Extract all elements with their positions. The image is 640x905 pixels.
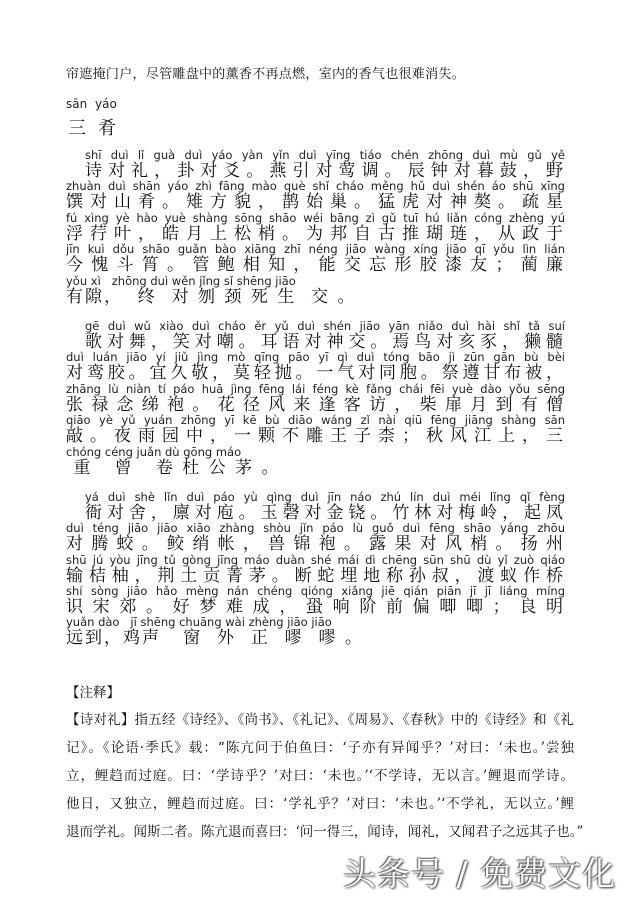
poem-body bbox=[66, 148, 565, 661]
verse-line bbox=[66, 350, 565, 384]
hanzi-line: 输桔柚，荆土贡菁茅。断蛇埋地称孙叔，渡蚁作桥 bbox=[66, 565, 565, 586]
annotations-heading: 【注释】 bbox=[66, 685, 120, 701]
pinyin-line: duì luán jiāo yí jiǔ jìng mò qīng pāo yī qì duì tóng bāo jì zūn gān bù bèi bbox=[66, 350, 565, 365]
section-title: 三肴 bbox=[68, 118, 128, 139]
stanza bbox=[66, 490, 565, 647]
verse-line bbox=[66, 382, 565, 413]
watermark: 头条号 / 免费文化 bbox=[343, 854, 617, 893]
hanzi-line: 浮荇叶，皓月上松梢。为邦自古推瑚琏，从政于 bbox=[66, 223, 565, 244]
verse-line bbox=[66, 211, 565, 242]
stanza bbox=[66, 148, 565, 305]
hanzi-line: 对鸾胶。宜久敬，莫轻抛。一气对同胞。祭遵甘布被， bbox=[66, 363, 565, 384]
hanzi-line: 敲。夜雨园中，一颗不雕王子柰；秋风江上，三 bbox=[66, 426, 565, 447]
pinyin-line: zhāng lù niàn tí páo huā jìng fēng lái féng kè fǎng chái fēi yuè dào yǒu sēng bbox=[66, 381, 565, 396]
pinyin-line: chóng céng juǎn dù gōng máo bbox=[66, 444, 242, 459]
annotation-line: 记》。《论语·季氏》载：“陈亢问于伯鱼曰：‘子亦有异闻乎？’对曰：‘未也。’尝独 bbox=[66, 740, 574, 756]
pinyin-line: shí sòng jiāo hǎo mèng nán chéng qióng xiǎng jiē qián piān jī jī liáng míng bbox=[66, 584, 565, 599]
pinyin-line: shū jú yòu jīng tǔ gòng jīng máo duàn shé mái dì chēng sūn shū dù yǐ zuò qiáo bbox=[66, 552, 565, 567]
pinyin-line: fú xìng yè hào yuè shàng sōng shāo wéi bāng zì gǔ tuī hú liǎn cóng zhèng yú bbox=[66, 210, 565, 225]
verse-line bbox=[66, 445, 565, 476]
pinyin-line: yá duì shè lǐn duì páo yù qìng duì jīn náo zhú lín duì méi lǐng qǐ fèng bbox=[85, 489, 565, 504]
verse-line bbox=[66, 179, 565, 213]
hanzi-line: 远到，鸡声 窗 外 正 嘐 嘐 。 bbox=[66, 628, 364, 649]
annotation-line: 立，鲤趋而过庭。曰：‘学诗乎？’对曰：‘未也。’‘不学诗，无以言。’鲤退而学诗。 bbox=[66, 768, 574, 784]
pinyin-line: jīn kuì dǒu shāo guǎn bào xiāng zhī néng jiāo wàng xíng jiāo qī yǒu lìn lián bbox=[66, 242, 565, 257]
hanzi-line: 对腾蛟。鲛绡帐，兽锦袍。露果对风梢。扬州 bbox=[66, 534, 565, 555]
title-pinyin: sān yáo bbox=[66, 97, 117, 111]
verse-line bbox=[66, 148, 565, 179]
verse-line bbox=[66, 274, 565, 305]
pinyin-line: zhuàn duì shān yáo zhì fāng mào què shǐ cháo měng hǔ duì shén áo shū xīng bbox=[66, 179, 565, 194]
intro-paragraph: 帘遮掩门户，尽管雕盘中的薰香不再点燃，室内的香气也很难消失。 bbox=[66, 67, 466, 82]
pinyin-line: shī duì lǐ guà duì yáo yàn yǐn duì yīng tiáo chén zhōng duì mù gǔ yě bbox=[85, 148, 565, 162]
annotation-line: 他日，又独立，鲤趋而过庭。曰：‘学礼乎？’对曰：‘未也。’‘不学礼，无以立。’鲤 bbox=[66, 796, 574, 812]
verse-line bbox=[66, 242, 565, 276]
hanzi-line: 歌对舞，笑对嘲。耳语对神交。焉鸟对亥豕，獭髓 bbox=[85, 331, 565, 352]
annotation-line: 【诗对礼】指五经《诗经》、《尚书》、《礼记》、《周易》、《春秋》中的《诗经》和《礼 bbox=[66, 712, 574, 728]
hanzi-line: 诗对礼，卦对爻。燕引对莺调。辰钟对暮鼓，野 bbox=[85, 161, 565, 181]
pinyin-line: yǒu xì zhōng duì wěn jǐng sǐ shēng jiāo bbox=[66, 273, 296, 288]
verse-line bbox=[66, 521, 565, 555]
verse-line bbox=[66, 615, 565, 649]
verse-line bbox=[66, 553, 565, 584]
hanzi-line: 张禄念绨袍。花径风来逢客访，柴扉月到有僧 bbox=[66, 394, 565, 415]
pinyin-line: yuǎn dào jī shēng chuāng wài zhèng jiāo jiāo bbox=[66, 615, 332, 630]
hanzi-line: 今愧斗筲。管鲍相知，能交忘形胶漆友；蔺廉 bbox=[66, 255, 565, 276]
annotations bbox=[66, 680, 584, 846]
pinyin-line: gē duì wǔ xiào duì cháo ěr yǔ duì shén jiāo yān niǎo duì hài shǐ tǎ suí bbox=[85, 318, 565, 333]
hanzi-line: 衙对舍，廪对庖。玉磬对金铙。竹林对梅岭，起凤 bbox=[85, 502, 565, 523]
verse-line bbox=[66, 490, 565, 521]
verse-line bbox=[66, 584, 565, 618]
verse-line bbox=[66, 319, 565, 350]
hanzi-line: 识宋郊。好梦难成，蛩响阶前偏唧唧；良明 bbox=[66, 597, 565, 618]
annotation-line: 退而学礼。闻斯二者。陈亢退而喜曰：‘问一得三，闻诗，闻礼，又闻君子之远其子也。” bbox=[66, 824, 584, 840]
pinyin-line: duì téng jiāo jiāo xiāo zhàng shòu jǐn páo lù guǒ duì fēng shāo yáng zhōu bbox=[66, 521, 565, 536]
pinyin-line: qiāo yè yǔ yuán zhōng yī kē bù diāo wáng zǐ nài qiū fēng jiāng shàng sān bbox=[66, 413, 565, 428]
hanzi-line: 有隙， 终 对 刎 颈 死 生 交 。 bbox=[66, 286, 357, 307]
verse-line bbox=[66, 413, 565, 447]
stanza bbox=[66, 319, 565, 476]
hanzi-line: 重 曾 卷 杜 公 茅 。 bbox=[66, 457, 281, 478]
hanzi-line: 馔对山肴。雉方貌，鹊始巢。猛虎对神獒。疏星 bbox=[66, 192, 565, 213]
